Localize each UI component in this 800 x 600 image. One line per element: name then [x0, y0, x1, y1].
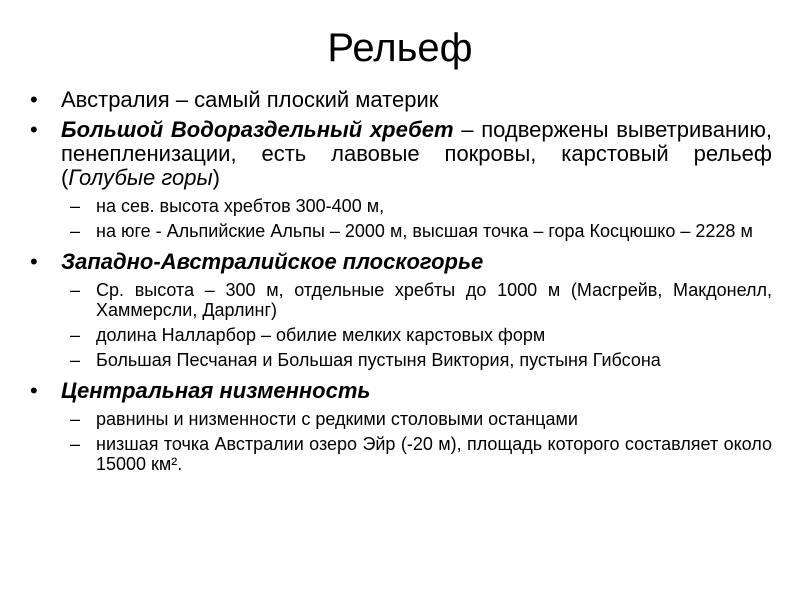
bullet-italic-text: Голубые горы — [68, 165, 213, 190]
sub-item-text: низшая точка Австралии озеро Эйр (-20 м), площадь которого составляет около 15000 км². — [96, 434, 772, 474]
bullet-item — [30, 118, 772, 190]
bullet-text: ) — [212, 165, 220, 190]
dash-icon: – — [70, 350, 81, 370]
bullet-heading: Большой Водораздельный хребет — [61, 117, 454, 142]
bullet-item — [30, 379, 772, 403]
bullet-item — [30, 88, 772, 112]
dash-icon: – — [70, 434, 81, 454]
bullet-icon: • — [30, 249, 38, 274]
sub-item — [30, 350, 772, 370]
sub-item-text: Ср. высота – 300 м, отдельные хребты до 1000 м (Масгрейв, Макдонелл, Хаммерсли, Дарлинг) — [96, 280, 772, 320]
sub-item — [30, 221, 772, 241]
dash-icon: – — [70, 409, 81, 429]
sub-item-text: долина Налларбор – обилие мелких карстовых форм — [96, 325, 546, 345]
dash-icon: – — [70, 325, 81, 345]
bullet-heading: Западно-Австралийское плоскогорье — [61, 249, 484, 274]
sub-item — [30, 280, 772, 320]
slide-title: Рельеф — [327, 26, 473, 70]
dash-icon: – — [70, 280, 81, 300]
bullet-icon: • — [30, 378, 38, 403]
sub-item — [30, 325, 772, 345]
sub-item-text: равнины и низменности с редкими столовыми останцами — [96, 409, 578, 429]
sub-item — [30, 196, 772, 216]
bullet-heading: Центральная низменность — [61, 378, 371, 403]
bullet-text: – подвержены выветриванию, пенепленизации, есть лавовые покровы, карстовый рельеф ( — [61, 117, 772, 190]
bullet-item — [30, 250, 772, 274]
dash-icon: – — [70, 221, 81, 241]
sub-item — [30, 434, 772, 474]
sub-item — [30, 409, 772, 429]
bullet-icon: • — [30, 117, 38, 142]
dash-icon: – — [70, 196, 81, 216]
sub-item-text: на юге - Альпийские Альпы – 2000 м, высшая точка – гора Косцюшко – 2228 м — [96, 221, 753, 241]
sub-item-text: Большая Песчаная и Большая пустыня Виктория, пустыня Гибсона — [96, 350, 661, 370]
sub-item-text: на сев. высота хребтов 300-400 м, — [96, 196, 385, 216]
slide-content — [30, 88, 772, 479]
bullet-icon: • — [30, 87, 38, 112]
bullet-text: Австралия – самый плоский материк — [61, 87, 439, 112]
